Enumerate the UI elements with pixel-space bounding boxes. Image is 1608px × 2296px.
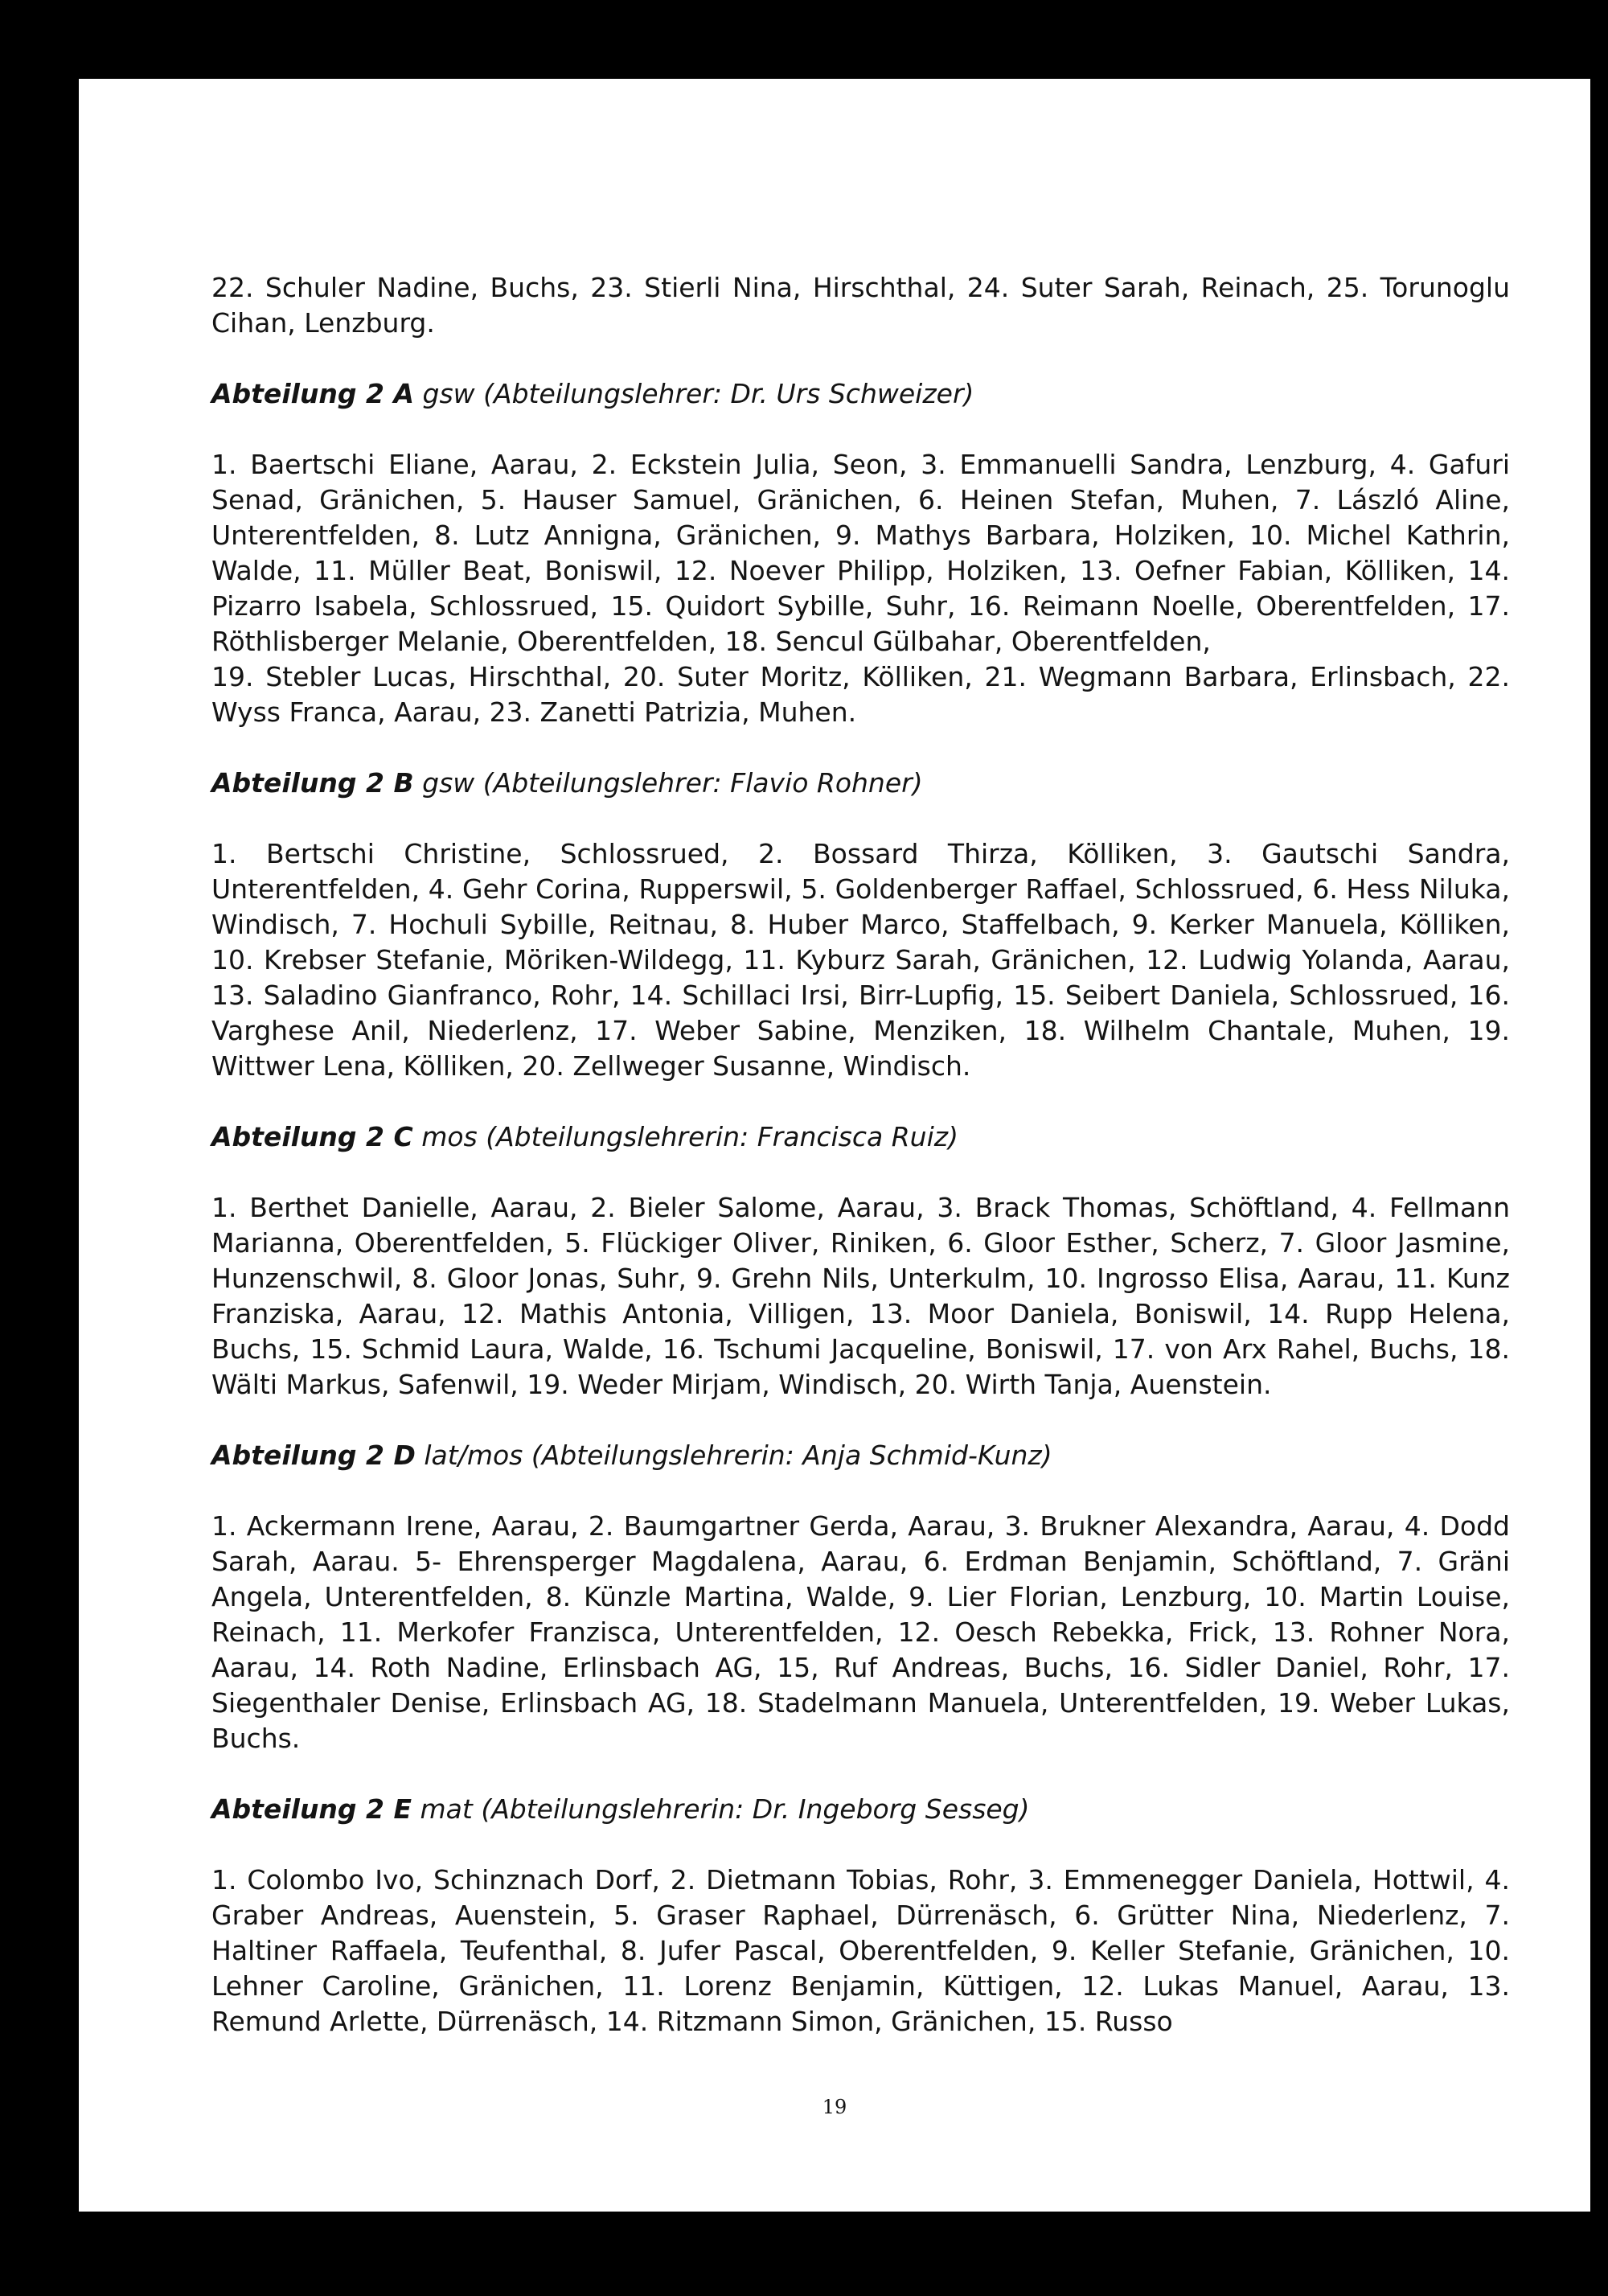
section-heading-label: Abteilung 2 D	[211, 1440, 416, 1471]
page-content	[211, 270, 1510, 2039]
section-heading-label: Abteilung 2 E	[211, 1793, 412, 1825]
section-body-2d: 1. Ackermann Irene, Aarau, 2. Baumgartner Gerda, Aarau, 3. Brukner Alexandra, Aarau, 4. Dodd Sarah, Aarau. 5- Ehrensperger Magdalena, Aarau, 6. Erdman Benjamin, Schöftland, 7. Gräni Angela, Unterentfelden, 8. Künzle Martina, Walde, 9. Lier Florian, Lenzburg, 10. Martin Louise, Reinach, 11. Merkofer Franzisca, Unterentfelden, 12. Oesch Rebekka, Frick, 13. Rohner Nora, Aarau, 14. Roth Nadine, Erlinsbach AG, 15, Ruf Andreas, Buchs, 16. Sidler Daniel, Rohr, 17. Siegenthaler Denise, Erlinsbach AG, 18. Stadelmann Manuela, Unterentfelden, 19. Weber Lukas, Buchs.	[211, 1510, 1510, 1754]
section-body-2c: 1. Berthet Danielle, Aarau, 2. Bieler Salome, Aarau, 3. Brack Thomas, Schöftland, 4. Fellmann Marianna, Oberentfelden, 5. Flückiger Oliver, Riniken, 6. Gloor Esther, Scherz, 7. Gloor Jasmine, Hunzenschwil, 8. Gloor Jonas, Suhr, 9. Grehn Nils, Unterkulm, 10. Ingrosso Elisa, Aarau, 11. Kunz Franziska, Aarau, 12. Mathis Antonia, Villigen, 13. Moor Daniela, Boniswil, 14. Rupp Helena, Buchs, 15. Schmid Laura, Walde, 16. Tschumi Jacqueline, Boniswil, 17. von Arx Rahel, Buchs, 18. Wälti Markus, Safenwil, 19. Weder Mirjam, Windisch, 20. Wirth Tanja, Auenstein.	[211, 1192, 1510, 1400]
section-body-2a: 1. Baertschi Eliane, Aarau, 2. Eckstein Julia, Seon, 3. Emmanuelli Sandra, Lenzburg, 4. Gafuri Senad, Gränichen, 5. Hauser Samuel, Gränichen, 6. Heinen Stefan, Muhen, 7. László Aline, Unterentfelden, 8. Lutz Annigna, Gränichen, 9. Mathys Barbara, Holziken, 10. Michel Kathrin, Walde, 11. Müller Beat, Boniswil, 12. Noever Philipp, Holziken, 13. Oefner Fabian, Kölliken, 14. Pizarro Isabela, Schlossrued, 15. Quidort Sybille, Suhr, 16. Reimann Noelle, Oberentfelden, 17. Röthlisberger Melanie, Oberentfelden, 18. Sencul Gülbahar, Oberentfelden,	[211, 449, 1510, 657]
section-heading-2e	[211, 1792, 1510, 1827]
section-heading-2b	[211, 766, 1510, 801]
section-heading-teacher: mos (Abteilungslehrerin: Francisca Ruiz)	[412, 1121, 958, 1152]
section-body-2b: 1. Bertschi Christine, Schlossrued, 2. Bossard Thirza, Kölliken, 3. Gautschi Sandra, Unterentfelden, 4. Gehr Corina, Rupperswil, 5. Goldenberger Raffael, Schlossrued, 6. Hess Niluka, Windisch, 7. Hochuli Sybille, Reitnau, 8. Huber Marco, Staffelbach, 9. Kerker Manuela, Kölliken, 10. Krebser Stefanie, Möriken-Wildegg, 11. Kyburz Sarah, Gränichen, 12. Ludwig Yolanda, Aarau, 13. Saladino Gianfranco, Rohr, 14. Schillaci Irsi, Birr-Lupfig, 15. Seibert Daniela, Schlossrued, 16. Varghese Anil, Niederlenz, 17. Weber Sabine, Menziken, 18. Wilhelm Chantale, Muhen, 19. Wittwer Lena, Kölliken, 20. Zellweger Susanne, Windisch.	[211, 838, 1510, 1082]
section-heading-2a	[211, 376, 1510, 412]
section-heading-2c	[211, 1119, 1510, 1155]
section-heading-teacher: lat/mos (Abteilungslehrerin: Anja Schmid-Kunz)	[415, 1440, 1052, 1471]
section-heading-label: Abteilung 2 A	[211, 378, 415, 409]
section-heading-teacher: mat (Abteilungslehrerin: Dr. Ingeborg Sesseg)	[412, 1793, 1030, 1825]
section-heading-label: Abteilung 2 B	[211, 767, 414, 799]
section-heading-teacher: gsw (Abteilungslehrer: Flavio Rohner)	[413, 767, 923, 799]
document-page	[79, 79, 1590, 2212]
section-heading-2d	[211, 1438, 1510, 1473]
section-heading-teacher: gsw (Abteilungslehrer: Dr. Urs Schweizer)	[414, 378, 974, 409]
section-body-2e: 1. Colombo Ivo, Schinznach Dorf, 2. Dietmann Tobias, Rohr, 3. Emmenegger Daniela, Hottwil, 4. Graber Andreas, Auenstein, 5. Graser Raphael, Dürrenäsch, 6. Grütter Nina, Niederlenz, 7. Haltiner Raffaela, Teufenthal, 8. Jufer Pascal, Oberentfelden, 9. Keller Stefanie, Gränichen, 10. Lehner Caroline, Gränichen, 11. Lorenz Benjamin, Küttigen, 12. Lukas Manuel, Aarau, 13. Remund Arlette, Dürrenäsch, 14. Ritzmann Simon, Gränichen, 15. Russo	[211, 1864, 1510, 2037]
page-number: 19	[822, 2096, 847, 2118]
section-body-2a-continued: 19. Stebler Lucas, Hirschthal, 20. Suter Moritz, Kölliken, 21. Wegmann Barbara, Erlinsbach, 22. Wyss Franca, Aarau, 23. Zanetti Patrizia, Muhen.	[211, 661, 1510, 728]
continuation-paragraph: 22. Schuler Nadine, Buchs, 23. Stierli Nina, Hirschthal, 24. Suter Sarah, Reinach, 25. Torunoglu Cihan, Lenzburg.	[211, 272, 1510, 339]
section-heading-label: Abteilung 2 C	[211, 1121, 413, 1152]
